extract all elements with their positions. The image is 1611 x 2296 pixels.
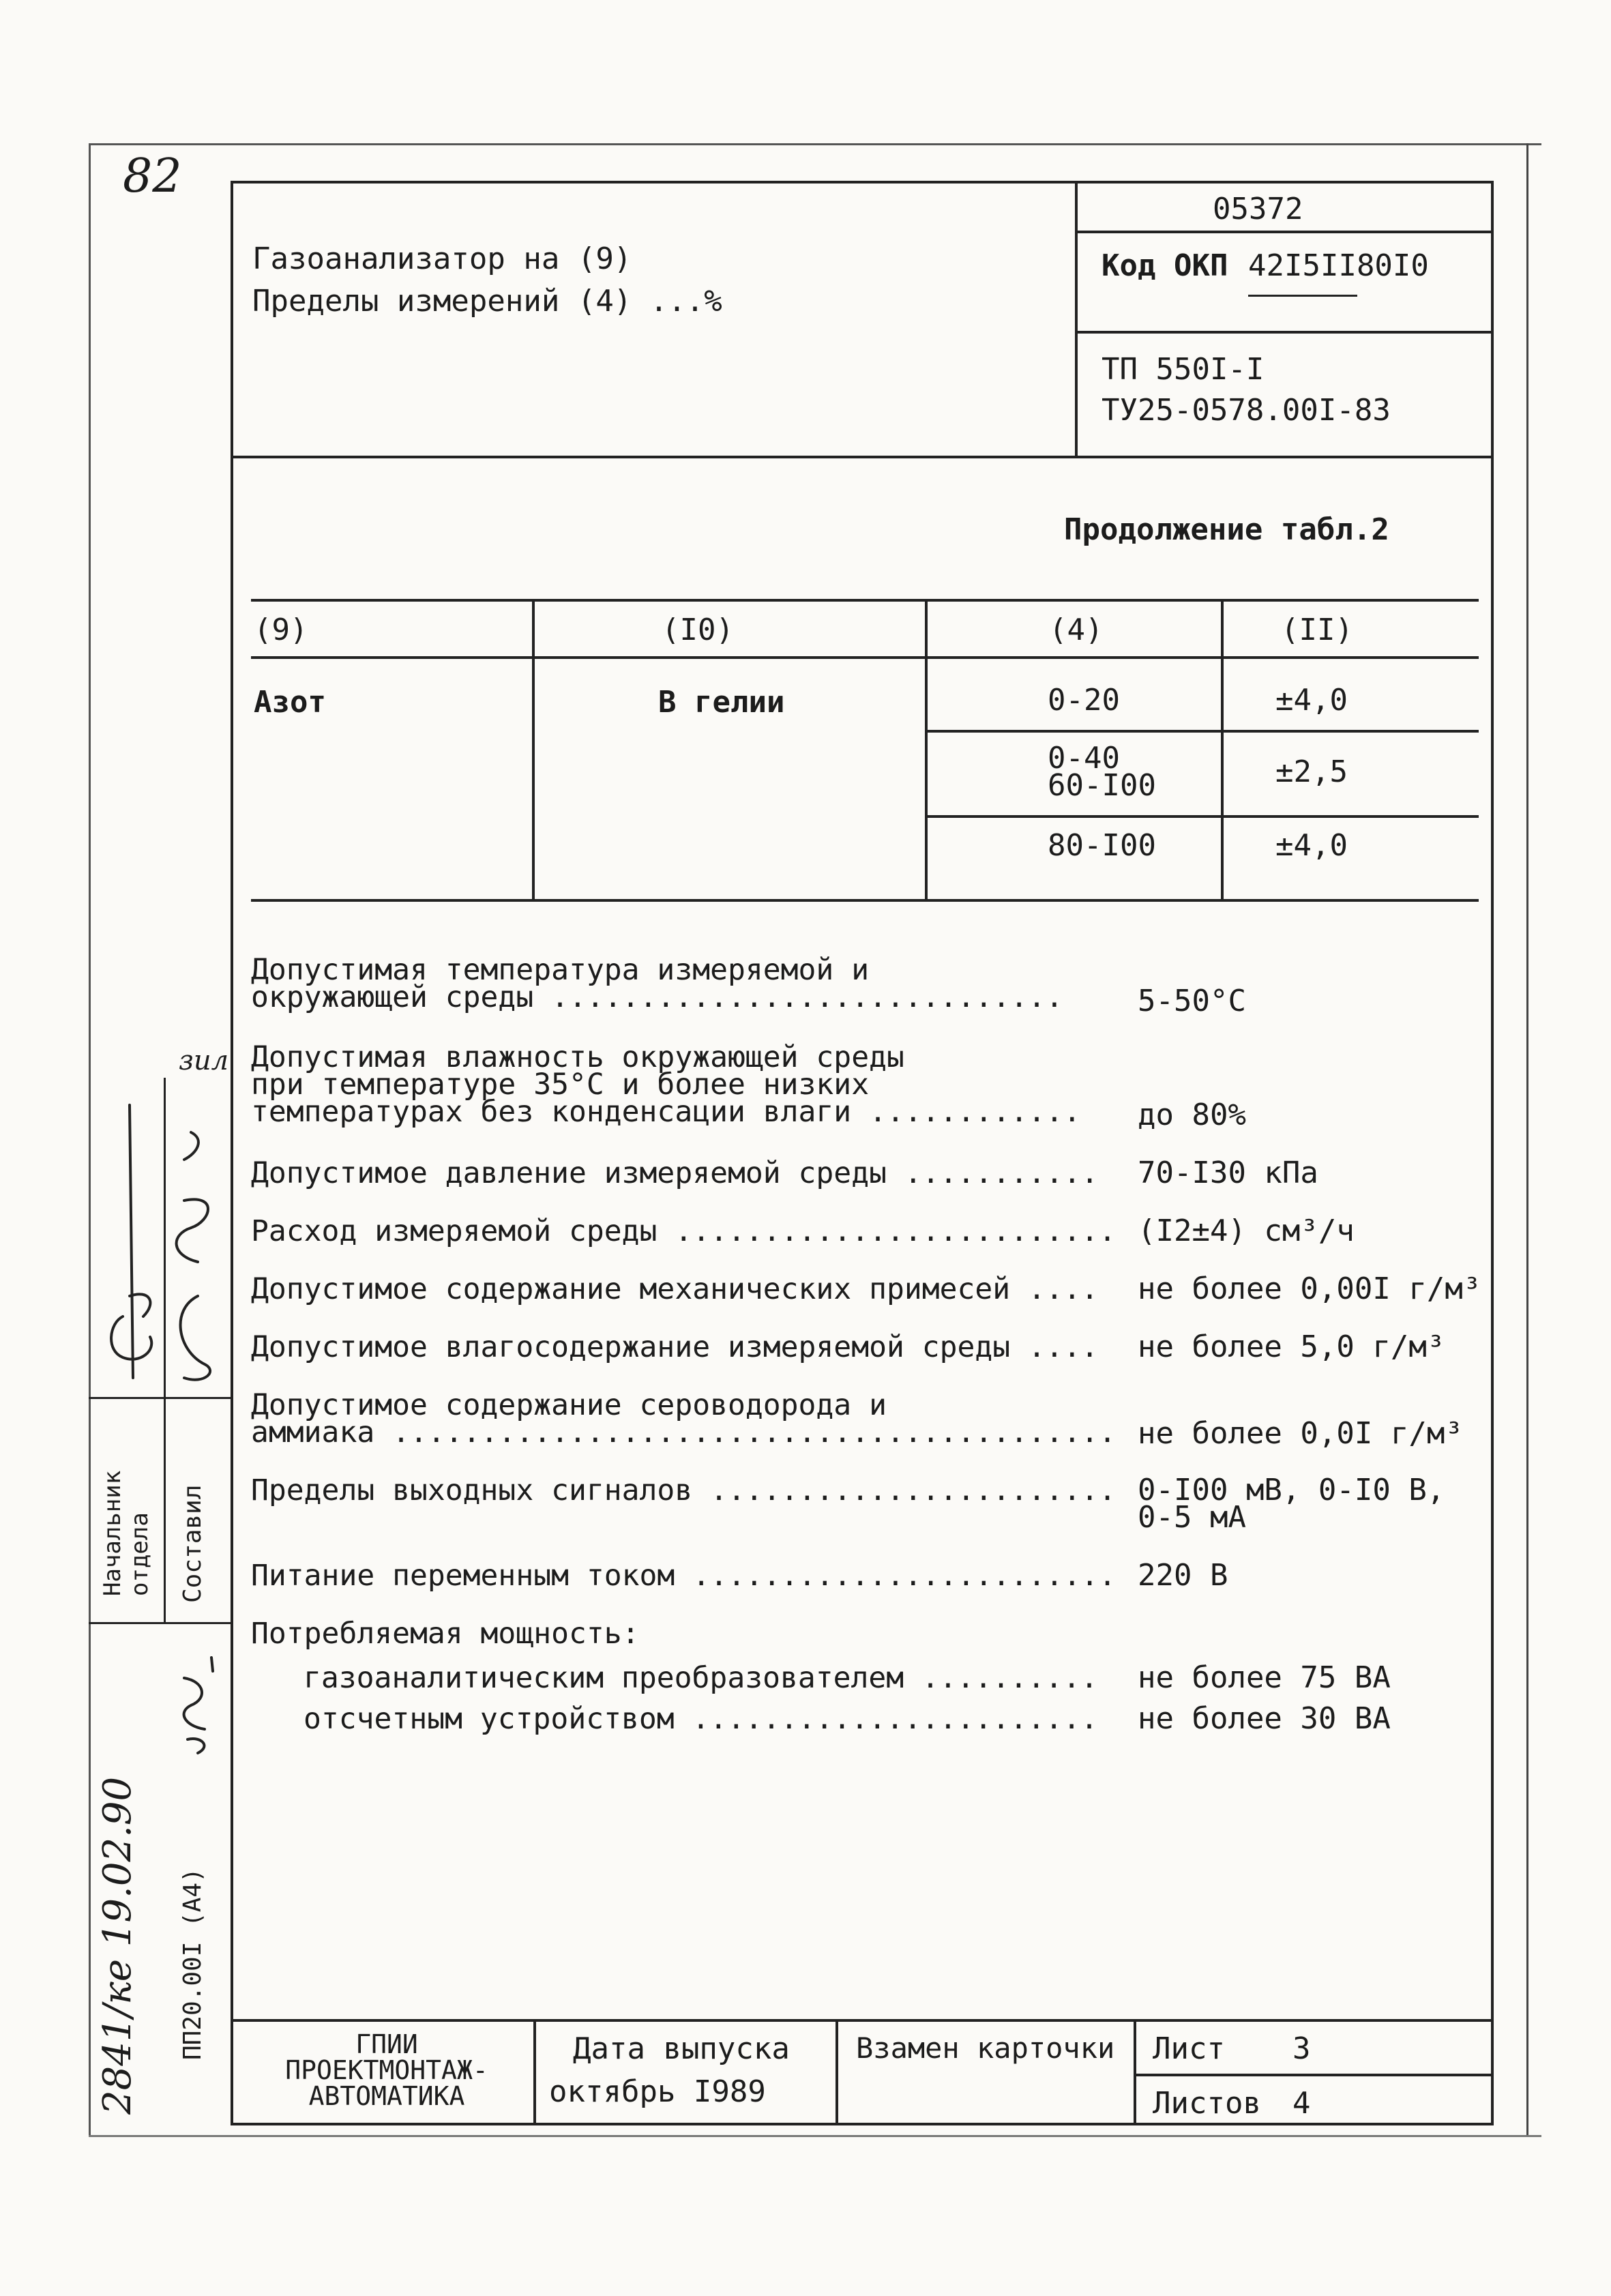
side-stamp-signature-note: зил — [179, 1045, 229, 1076]
spec-value: 0-I00 мВ, 0-I0 В, 0-5 мА — [1138, 1473, 1445, 1535]
spec-label: Допустимое влагосодержание измеряемой среды .... — [251, 1330, 1099, 1364]
table-col-divider-3 — [1221, 599, 1224, 899]
card-bottom-border — [231, 2123, 1494, 2125]
spec-label: Расход измеряемой среды ......................... — [251, 1214, 1117, 1248]
footer-release-date: октябрь I989 — [549, 2074, 766, 2109]
spec-label: Питание переменным током ........................ — [251, 1559, 1117, 1593]
frame-bottom-line — [89, 2135, 1541, 2137]
footer-sheets-label: Листов — [1153, 2086, 1261, 2121]
power-item-label: отсчетным устройством ....................... — [304, 1702, 1098, 1736]
table-header-cell: (I0) — [662, 613, 734, 647]
okp-code-value: 42I5II80I0 — [1248, 248, 1429, 283]
table-cell-medium: В гелии — [658, 685, 785, 720]
spec-label: Допустимая температура измеряемой и окружающей среды ............................. — [251, 953, 1063, 1014]
power-item-label: газоаналитическим преобразователем .......... — [304, 1661, 1098, 1695]
title-line-1: Газоанализатор на (9) — [252, 241, 632, 276]
footer-sheet-label: Лист — [1153, 2031, 1225, 2066]
table-cell-error: ±4,0 — [1275, 683, 1348, 718]
side-stamp-dept-head: Начальник отдела — [99, 1470, 153, 1596]
spec-label: Допустимое содержание сероводорода и аммиака ......................................... — [251, 1388, 1117, 1449]
table-cell-gas: Азот — [254, 685, 326, 720]
footer-divider-3 — [1134, 2019, 1136, 2123]
table-row-rule-1 — [926, 730, 1479, 733]
table-header-cell: (9) — [254, 613, 308, 647]
power-item-value: не более 75 ВА — [1138, 1660, 1391, 1695]
frame-top-line — [89, 143, 1541, 145]
header-divider — [1075, 181, 1078, 457]
side-stamp-handwritten-date: 2841/ке 19.02.90 — [95, 1776, 140, 2115]
page-number: 82 — [123, 149, 182, 203]
table-cell-error: ±2,5 — [1275, 754, 1348, 789]
side-stamp-form-code: ПП20.00I (А4) — [179, 1868, 207, 2060]
spec-value: не более 0,00I г/м³ — [1138, 1271, 1481, 1306]
spec-value: 5-50°С — [1138, 984, 1246, 1018]
spec-label: Допустимое содержание механических примесей .... — [251, 1272, 1099, 1306]
table-col-divider-1 — [532, 599, 535, 899]
table-cell-range: 0-40 60-I00 — [1048, 741, 1156, 803]
power-item-value: не более 30 ВА — [1138, 1701, 1391, 1736]
spec-value: не более 0,0I г/м³ — [1138, 1416, 1463, 1451]
okp-code-label: Код ОКП — [1102, 248, 1228, 283]
footer-sheet-rule — [1134, 2074, 1492, 2076]
power-heading: Потребляемая мощность: — [251, 1617, 640, 1651]
table-cell-error: ±4,0 — [1275, 828, 1348, 863]
table-header-cell: (II) — [1281, 613, 1353, 647]
signature-image — [102, 1091, 239, 1398]
header-bottom-rule — [231, 456, 1492, 458]
footer-sheet-value: 3 — [1292, 2031, 1311, 2066]
side-stamp-compiled: Составил — [179, 1484, 207, 1603]
side-stamp-col-rule — [164, 1397, 166, 1622]
tp-number: ТП 550I-I — [1102, 352, 1265, 387]
table-cell-range: 0-20 — [1048, 683, 1120, 718]
table-bottom-rule — [251, 899, 1479, 902]
table-header-cell: (4) — [1049, 613, 1104, 647]
frame-left-line — [89, 143, 91, 2135]
footer-divider-2 — [836, 2019, 838, 2123]
side-stamp-bottom-rule — [89, 1622, 231, 1624]
frame-right-line — [1526, 143, 1528, 2135]
footer-sheets-value: 4 — [1292, 2086, 1311, 2121]
okp-code-underline — [1248, 295, 1357, 297]
table-cell-range: 80-I00 — [1048, 828, 1156, 863]
spec-value: (I2±4) см³/ч — [1138, 1213, 1355, 1248]
title-line-2: Пределы измерений (4) ...% — [252, 284, 722, 319]
footer-divider-1 — [533, 2019, 536, 2123]
signature-image — [171, 1651, 225, 1760]
footer-org: ГПИИ ПРОЕКТМОНТАЖ- АВТОМАТИКА — [285, 2029, 488, 2111]
footer-top-rule — [231, 2019, 1492, 2022]
table-top-rule — [251, 599, 1479, 602]
table-row-rule-2 — [926, 815, 1479, 818]
table-caption: Продолжение табл.2 — [1064, 512, 1389, 547]
header-right-rule-2 — [1075, 331, 1492, 334]
spec-label: Допустимое давление измеряемой среды ........... — [251, 1156, 1099, 1190]
spec-value: 220 В — [1138, 1558, 1228, 1593]
card-number: 05372 — [1213, 192, 1303, 226]
footer-replaces-label: Взамен карточки — [856, 2031, 1115, 2065]
spec-label: Пределы выходных сигналов ....................... — [251, 1473, 1117, 1507]
spec-value: не более 5,0 г/м³ — [1138, 1329, 1445, 1364]
header-right-rule-1 — [1075, 231, 1492, 233]
footer-release-label: Дата выпуска — [573, 2031, 790, 2066]
card-top-border — [231, 181, 1492, 183]
spec-value: 70-I30 кПа — [1138, 1156, 1318, 1190]
table-col-divider-2 — [925, 599, 928, 899]
spec-label: Допустимая влажность окружающей среды при температуре 35°С и более низких температурах без конденсации влаги ............ — [251, 1040, 1081, 1129]
table-header-rule — [251, 656, 1479, 659]
card-right-border — [1491, 181, 1494, 2125]
tu-number: ТУ25-0578.00I-83 — [1102, 393, 1391, 428]
spec-value: до 80% — [1138, 1098, 1246, 1132]
